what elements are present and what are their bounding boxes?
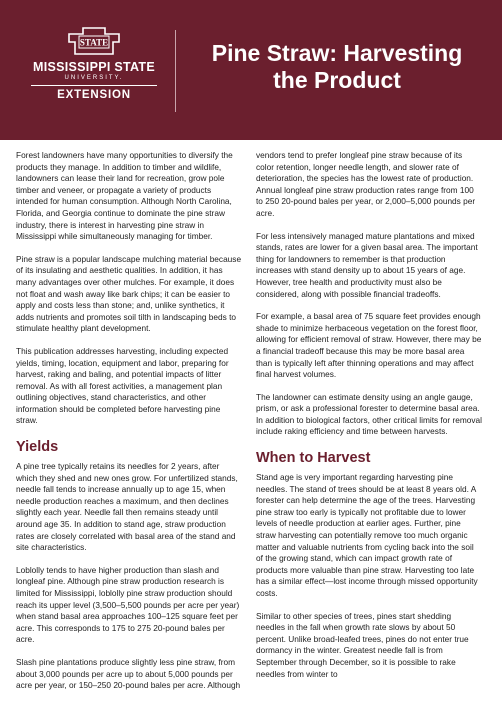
msu-extension-logo xyxy=(25,26,163,101)
header-divider xyxy=(175,30,176,112)
stand-age-paragraph: Stand age is very important regarding harvesting pine needles. The stand of trees should be at least 8 years old. A forester can help determine the age of the trees. Harvesting pine straw too early is typically not profitable due to lower levels of needle production at earlier ages. Further, pine straw harvesting can potentially remove too much organic matter and valuable nutrients from cycling back into the soil of the growing stand, which can impact growth rate of products more valuable than pine straw. Harvesting too late has a similar effect—lost income through missed opportunity costs. xyxy=(256,472,478,598)
left-column xyxy=(16,150,242,703)
loblolly-paragraph: Loblolly tends to have higher production than slash and longleaf pine. Although pine straw production research is limited for Mississippi, loblolly pine straw production should reach its upper level (3,500–5,500 pounds per acre per year) when stand basal area approaches 100–125 square feet per acre. This corresponds to 175 to 275 20-pound bales per acre. xyxy=(16,564,240,645)
right-column xyxy=(256,150,482,691)
header-banner xyxy=(0,0,502,140)
page-title xyxy=(182,40,492,94)
scope-paragraph: This publication addresses harvesting, including expected yields, timing, location, equipment and labor, preparing for harvest, raking and baling, and potential impacts of litter removal. As with all forest activities, a management plan outlining objectives, stand characteristics, and other information should be completed before harvesting pine straw. xyxy=(16,345,229,426)
title-line-1: Pine Straw: Harvesting xyxy=(211,40,463,66)
longleaf-paragraph: vendors tend to prefer longleaf pine straw because of its color retention, longer needle length, and slower rate of deterioration, the species has the lowest rate of production. Annual longleaf pine straw production rates range from 100 to 250 20-pound bales per year, or 2,000–5,000 pounds per acre. xyxy=(256,150,476,218)
university-subtitle: UNIVERSITY. xyxy=(64,75,124,81)
when-to-harvest-heading: When to Harvest xyxy=(256,450,371,467)
density-paragraph: The landowner can estimate density using an angle gauge, prism, or ask a professional forester to determine basal area. In addition to biological factors, other critical limits for removal include raking efficiency and time between harvests. xyxy=(256,391,482,437)
title-line-2: the Product xyxy=(273,67,401,93)
seal-text: STATE xyxy=(79,37,109,48)
university-name: MISSISSIPPI STATE xyxy=(32,60,156,74)
intro-paragraph: Forest landowners have many opportunities to diversify the products they manage. In addition to timber and wildlife, landowners can lease their land for recreation, grow pole timber and veneer, or propagate a variety of products intended for human consumption. Although North Carolina, Florida, and Georgia continue to dominate the pine straw industry, there is interest in harvesting pine straw in Mississippi while simultaneously managing for timber. xyxy=(16,150,233,242)
mixed-stands-paragraph: For less intensively managed mature plantations and mixed stands, rates are lower for a given basal area. The important thing for landowners to remember is that production increases with stand density up to about 15 years of age. However, tree health and productivity must also be considered, along with possible financial tradeoffs. xyxy=(256,230,478,299)
basal-area-paragraph: For example, a basal area of 75 square feet provides enough shade to minimize herbaceous vegetation on the forest floor, allowing for efficient removal of straw. However, there may be a financial tradeoff because this may be more basal area than is typically left after thinning operations and may affect final harvest volumes. xyxy=(256,311,482,380)
logo-divider xyxy=(31,85,157,86)
needle-shedding-paragraph: Similar to other species of trees, pines start shedding needles in the fall when growth rate slows by about 50 percent. Unlike broad-leafed trees, pines do not enter true dormancy in the winter. Greatest needle fall is from September through December, so it is possible to rake needles from winter to xyxy=(256,610,469,679)
mulch-paragraph: Pine straw is a popular landscape mulching material because of its insulating and aesthetic qualities. In addition, it has many advantages over other mulches. For example, it does not float and wash away like bark chips; it can be easier to apply and costs less than stone; and, unlike synthetics, it adds nutrients and promotes soil tilth in landscaping beds to stimulate healthy plant development. xyxy=(16,253,242,334)
yields-heading: Yields xyxy=(16,439,59,456)
extension-label: EXTENSION xyxy=(57,89,131,101)
slash-pine-paragraph: Slash pine plantations produce slightly less pine straw, from about 3,000 pounds per acre up to about 5,000 pounds per acre per year, or 150–250 20-pound bales per acre. Although xyxy=(16,656,241,691)
state-seal-icon xyxy=(67,26,121,56)
needle-retention-paragraph: A pine tree typically retains its needles for 2 years, after which they shed and new ones grow. For unfertilized stands, needle fall tends to increase annually up to age 15, when needle production reaches a maximum, and then declines slightly each year. Needle fall then remains steady until around age 35. In addition to stand age, straw production rates are closely correlated with basal area of the stand and site characteristics. xyxy=(16,461,238,553)
